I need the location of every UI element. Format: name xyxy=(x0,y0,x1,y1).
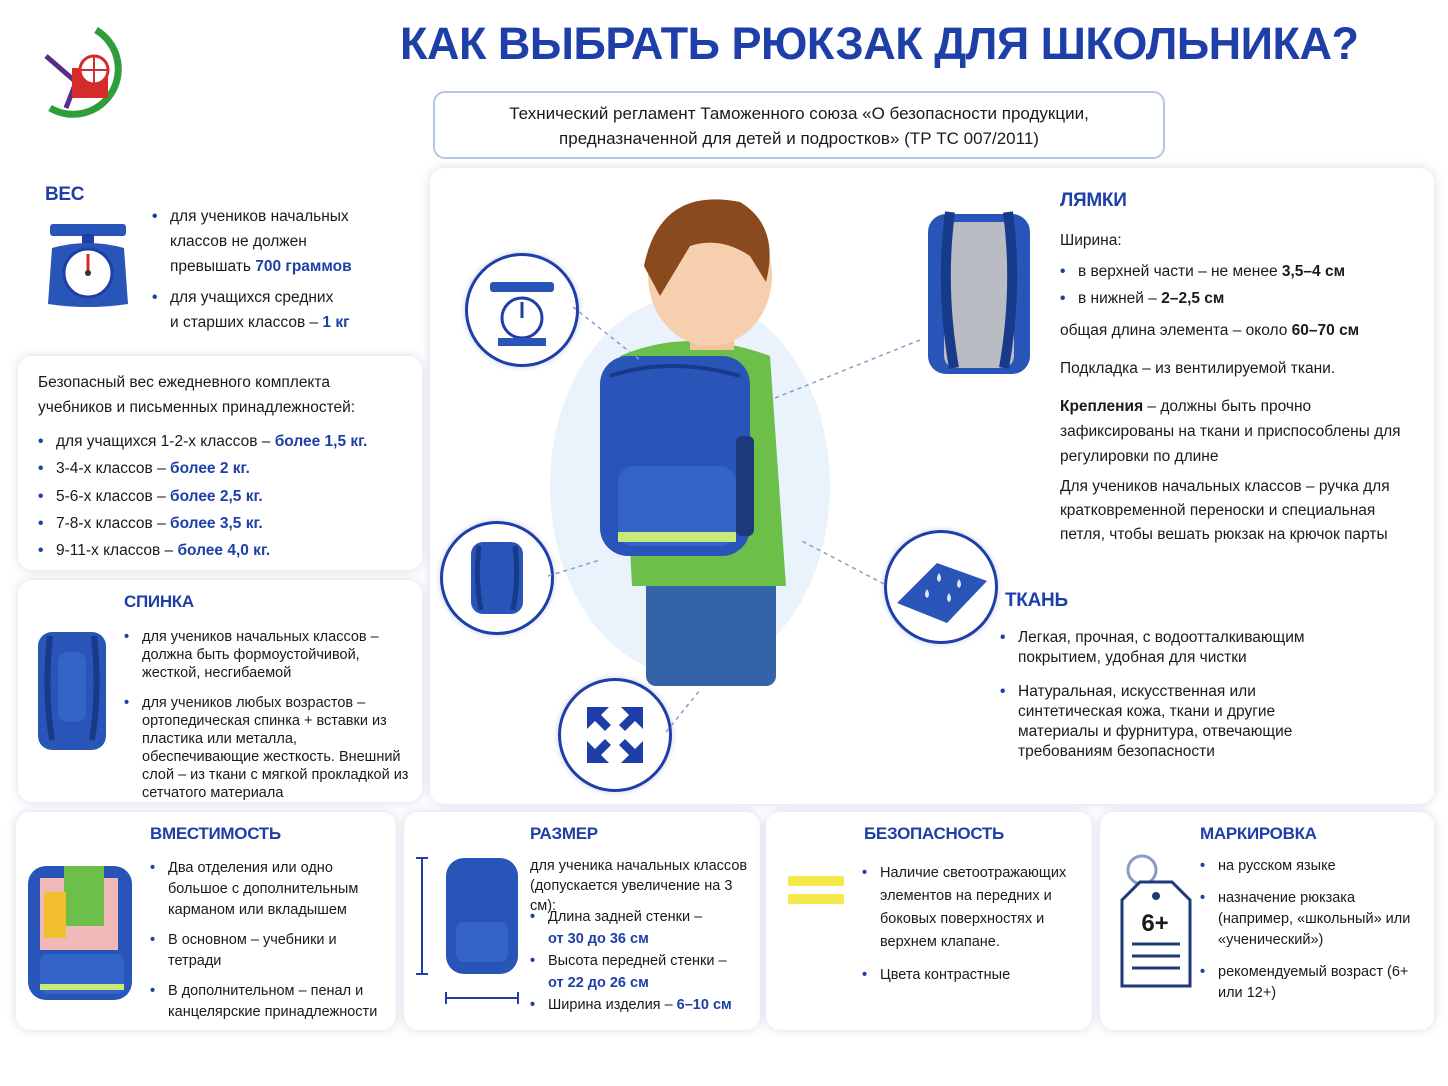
safe-weight-row: • 3-4-х классов – более 2 кг. xyxy=(38,455,418,482)
safety-item-1: • Наличие светоотражающих элементов на передних и боковых поверхностях и верхнем клапане. xyxy=(862,862,1082,954)
straps-heading: ЛЯМКИ xyxy=(1060,190,1127,211)
fabric-heading: ТКАНЬ xyxy=(1005,590,1068,611)
back-heading: СПИНКА xyxy=(124,592,194,611)
tag-age-label: 6+ xyxy=(1141,910,1169,937)
safe-weight-intro-1: Безопасный вес ежедневного комплекта xyxy=(38,374,330,391)
capacity-heading: ВМЕСТИМОСТЬ xyxy=(150,824,281,843)
back-item-2: • для учеников любых возрастов – ортопедическая спинка + вставки из пластика или металла, обеспечивающие жесткость. Внешний слой – из ткани с мягкой прокладкой из сетчатого материала xyxy=(124,694,414,802)
marking-item-2: • назначение рюкзака (например, «школьный» или «ученический») xyxy=(1200,888,1426,951)
safe-weight-row: • 7-8-х классов – более 3,5 кг. xyxy=(38,510,418,537)
backpack-straps-icon xyxy=(920,198,1038,378)
size-front: • Высота передней стенки – от 22 до 26 см xyxy=(530,950,752,994)
open-backpack-icon xyxy=(20,836,140,1006)
straps-fixing: Крепления – должны быть прочно зафиксированы на ткани и приспособлены для регулировки по длине xyxy=(1060,398,1401,465)
marking-item-1: • на русском языке xyxy=(1200,856,1426,877)
safety-card xyxy=(766,812,1092,1030)
size-heading: РАЗМЕР xyxy=(530,824,598,843)
capacity-item-2: • В основном – учебники и тетради xyxy=(150,930,390,972)
safety-heading: БЕЗОПАСНОСТЬ xyxy=(864,824,1004,843)
fabric-item-2: • Натуральная, искусственная или синтетическая кожа, ткани и другие материалы и фурнитура, отвечающие требованиям безопасности xyxy=(1000,682,1340,762)
weight-item-1: • для учеников начальных классов не должен превышать 700 граммов xyxy=(152,204,422,279)
safe-weight-row: • 5-6-х классов – более 2,5 кг. xyxy=(38,483,418,510)
fabric-item-1: • Легкая, прочная, с водоотталкивающим покрытием, удобная для чистки xyxy=(1000,628,1340,668)
straps-bottom: • в нижней – 2–2,5 см xyxy=(1060,285,1420,312)
size-intro: для ученика начальных классов (допускается увеличение на 3 см): xyxy=(530,858,748,914)
regulation-line-1: Технический регламент Таможенного союза «О безопасности продукции, xyxy=(509,104,1089,123)
safe-weight-row: • для учащихся 1-2-х классов – более 1,5 кг. xyxy=(38,428,418,455)
size-width: • Ширина изделия – 6–10 см xyxy=(530,994,752,1016)
page-title: КАК ВЫБРАТЬ РЮКЗАК ДЛЯ ШКОЛЬНИКА? xyxy=(400,18,1359,69)
straps-length: общая длина элемента – около 60–70 см xyxy=(1060,322,1360,339)
weight-heading: ВЕС xyxy=(45,184,85,205)
marking-card xyxy=(1100,812,1434,1030)
backpack-dimensions-icon xyxy=(412,852,522,1012)
safe-weight-intro-2: учебников и письменных принадлежностей: xyxy=(38,399,356,416)
straps-handle: Для учеников начальных классов – ручка для кратковременной переноски и специальная петля, чтобы вешать рюкзак на крючок парты xyxy=(1060,478,1390,543)
weight-item-2: • для учащихся средних и старших классов – 1 кг xyxy=(152,285,422,335)
reflective-stripes-icon xyxy=(788,876,848,910)
size-back: • Длина задней стенки – от 30 до 36 см xyxy=(530,906,752,950)
straps-top: • в верхней части – не менее 3,5–4 см xyxy=(1060,258,1420,285)
capacity-item-3: • В дополнительном – пенал и канцелярские принадлежности xyxy=(150,981,390,1023)
capacity-card xyxy=(16,812,396,1030)
marking-item-3: • рекомендуемый возраст (6+ или 12+) xyxy=(1200,962,1426,1004)
straps-width-label: Ширина: xyxy=(1060,232,1122,249)
safe-weight-row: • 9-11-х классов – более 4,0 кг. xyxy=(38,537,418,564)
regulation-line-2: предназначенной для детей и подростков» (ТР ТС 007/2011) xyxy=(559,129,1039,148)
back-item-1: • для учеников начальных классов – должна быть формоустойчивой, жесткой, несгибаемой xyxy=(124,628,414,682)
safety-item-2: • Цвета контрастные xyxy=(862,964,1082,987)
straps-lining: Подкладка – из вентилируемой ткани. xyxy=(1060,360,1336,377)
label-tag-icon xyxy=(1114,852,1196,990)
size-card xyxy=(404,812,760,1030)
capacity-item-1: • Два отделения или одно большое с дополнительным карманом или вкладышем xyxy=(150,858,390,921)
marking-heading: МАРКИРОВКА xyxy=(1200,824,1317,843)
